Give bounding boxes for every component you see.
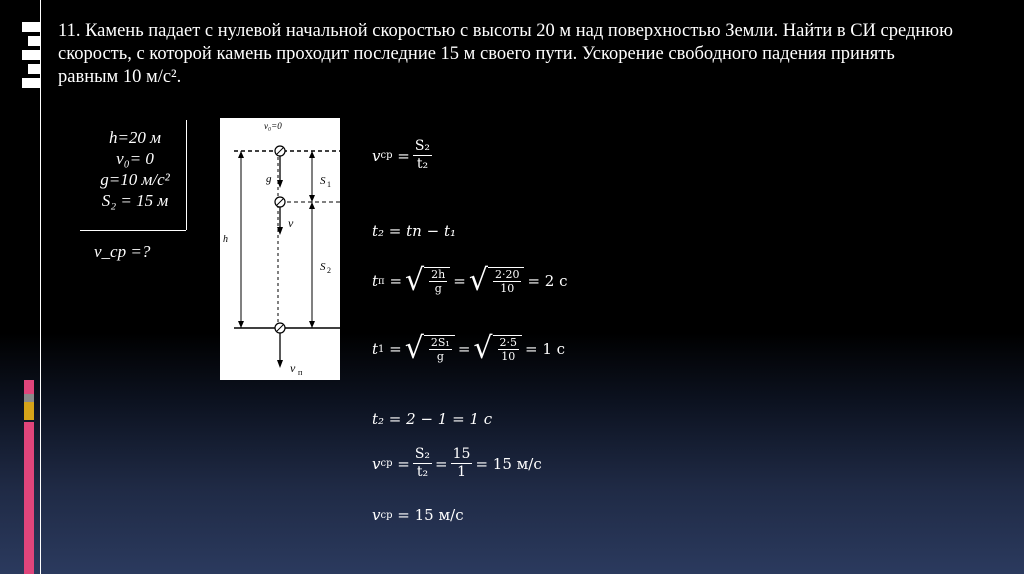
equation-average-speed-value: v ср = $\frac{\text{S₂}}{\text{t₂}}$ = $\frac{15}{1}$ = 15 м/с [372, 446, 542, 480]
given-block [80, 127, 190, 211]
fraction-15-1: $\frac{15}{1}$ [452, 446, 471, 480]
h-label: h [223, 234, 228, 245]
s2-subscript: 2 [327, 266, 331, 275]
given-g: g=10 м/с² [100, 170, 170, 189]
s1-label: S [320, 175, 326, 187]
sqrt-2s1-over-g: √ $\frac{\text{2S₁}}{g}$ [405, 334, 455, 364]
fall-diagram [220, 118, 340, 380]
sqrt-2x5-over-10: √ $\frac{2\cdot 5}{10}$ [473, 334, 522, 364]
vp-label: v [290, 361, 296, 375]
find-quantity: v_ср =? [94, 242, 151, 261]
left-divider-line [40, 0, 41, 574]
decorative-marker-pink [24, 380, 34, 394]
given-s2: S₂ = 15 м [101, 191, 169, 210]
equation-answer: v ср = 15 м/с [372, 506, 464, 524]
vp-arrow [277, 360, 283, 368]
given-v0: v₀= 0 [116, 149, 154, 168]
decorative-marker-gray [24, 394, 34, 402]
v0-label: v₀=0 [264, 121, 282, 131]
problem-statement: 11. Камень падает с нулевой начальной скоростью с высоты 20 м над поверхностью Земли. Найти в СИ среднюю скорость, с которой камень проходит последние 15 м своего пути. Ускорение свободного падения принять равным 10 м/с². [58, 21, 953, 87]
given-horizontal-line [80, 230, 186, 231]
equation-average-speed: v ср = $\frac{\text{S₂}}{\text{t₂}}$ [372, 138, 431, 172]
fraction-s2-t2-value: $\frac{\text{S₂}}{\text{t₂}}$ [414, 446, 431, 480]
equation-t2-value: t₂ = 2 − 1 = 1 с [372, 410, 493, 428]
sqrt-2x20-over-10: √ $\frac{2\cdot 20}{10}$ [469, 266, 525, 296]
v-label: v [288, 216, 294, 230]
s1-subscript: 1 [327, 180, 331, 189]
equation-t2-definition: t₂ = tп − t₁ [372, 222, 456, 240]
decorative-marker-yellow [24, 402, 34, 420]
fraction-s2-t2: $\frac{\text{S₂}}{\text{t₂}}$ [414, 138, 431, 172]
given-h: h=20 м [108, 128, 162, 147]
g-label: g [266, 173, 272, 185]
decorative-marker-pink-long [24, 422, 34, 574]
decorative-bars [22, 22, 40, 90]
given-vertical-line [186, 120, 187, 230]
equation-total-time: t п = √ $\frac{2h}{g}$ = √ $\frac{2\cdot 20}{10}$ = 2 с [372, 263, 568, 298]
equation-t1: t 1 = √ $\frac{\text{2S₁}}{g}$ = √ $\frac{2\cdot 5}{10}$ = 1 с [372, 331, 566, 366]
s2-label: S [320, 261, 326, 273]
vp-subscript: п [298, 368, 303, 377]
sqrt-2h-over-g: √ $\frac{2h}{g}$ [405, 266, 450, 296]
